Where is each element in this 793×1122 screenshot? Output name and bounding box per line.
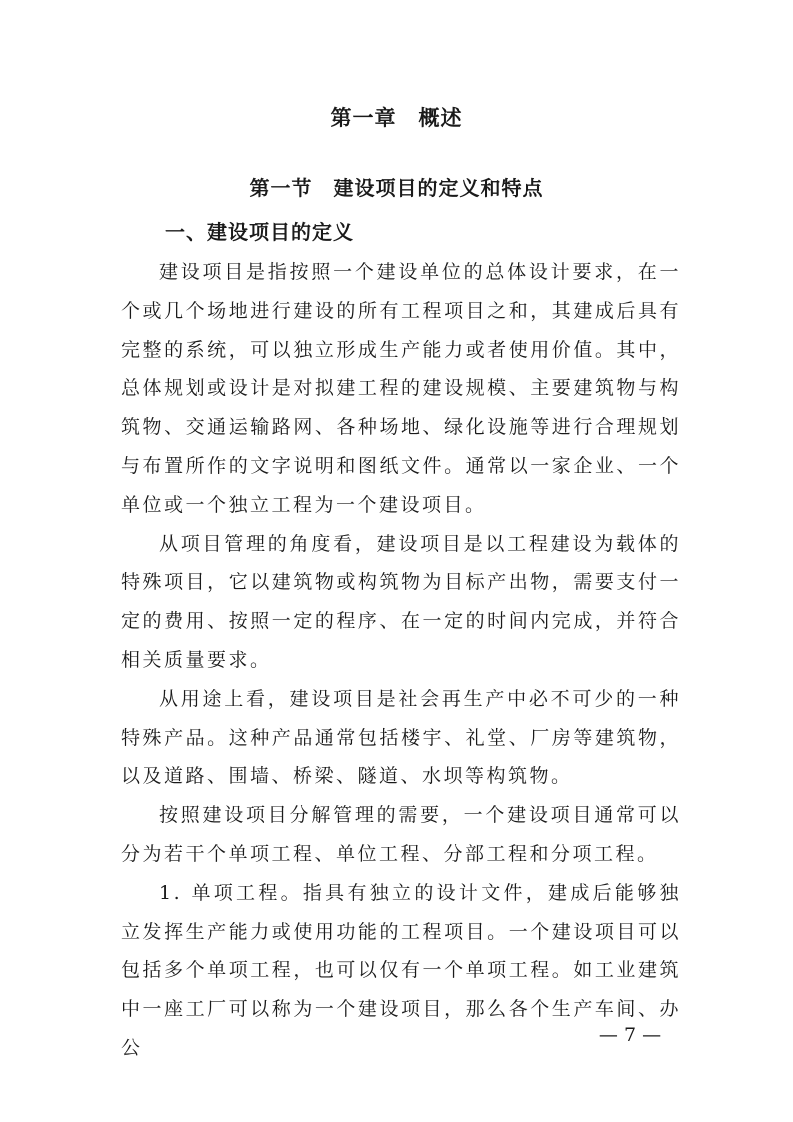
paragraph-usage: 从用途上看，建设项目是社会再生产中必不可少的一种特殊产品。这种产品通常包括楼宇、礼堂、厂房等建筑物，以及道路、围墙、桥梁、隧道、水坝等构筑物。: [121, 687, 681, 788]
paragraph-single-item-engineering: 1. 单项工程。指具有独立的设计文件，建成后能够独立发挥生产能力或使用功能的工程项目。一个建设项目可以包括多个单项工程，也可以仅有一个单项工程。如工业建筑中一座工厂可以称为一个建设项目，那么各个生产车间、办公: [121, 881, 681, 1059]
section-title: 第一节 建设项目的定义和特点: [249, 176, 544, 200]
subsection-title: 一、建设项目的定义: [165, 220, 354, 244]
body-text: [121, 253, 681, 1068]
chapter-title: 第一章 概述: [330, 106, 463, 130]
paragraph-definition: 建设项目是指按照一个建设单位的总体设计要求，在一个或几个场地进行建设的所有工程项目之和，其建成后具有完整的系统，可以独立形成生产能力或者使用价值。其中，总体规划或设计是对拟建工程的建设规模、主要建筑物与构筑物、交通运输路网、各种场地、绿化设施等进行合理规划与布置所作的文字说明和图纸文件。通常以一家企业、一个单位或一个独立工程为一个建设项目。: [121, 261, 681, 516]
paragraph-project-management: 从项目管理的角度看，建设项目是以工程建设为载体的特殊项目，它以建筑物或构筑物为目标产出物，需要支付一定的费用、按照一定的程序、在一定的时间内完成，并符合相关质量要求。: [121, 532, 681, 671]
paragraph-decomposition: 按照建设项目分解管理的需要，一个建设项目通常可以分为若干个单项工程、单位工程、分部工程和分项工程。: [121, 804, 681, 865]
page-number: — 7 —: [598, 1024, 662, 1046]
